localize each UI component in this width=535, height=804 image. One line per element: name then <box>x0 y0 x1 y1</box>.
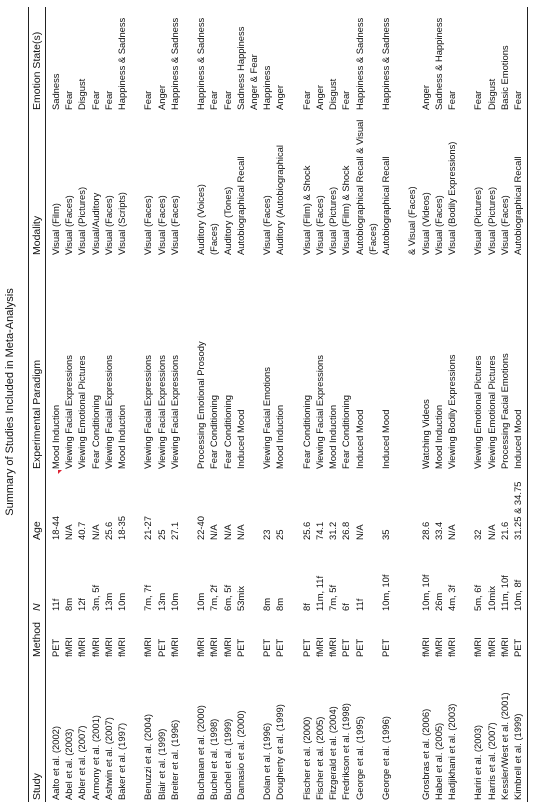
table-row <box>433 0 445 804</box>
table-cell: 8m <box>261 597 273 611</box>
table-row <box>195 0 207 804</box>
table-cell: 12f <box>76 597 88 611</box>
header-emotion: Emotion State(s) <box>31 31 43 110</box>
table-cell: Buchanan et al. (2000) <box>195 705 207 800</box>
table-cell: fMRI <box>446 637 457 657</box>
table-cell: N/A <box>208 524 220 540</box>
table-cell: Sadness & Happiness <box>432 17 444 110</box>
table-cell: Kessler/West et al. (2001) <box>498 692 510 800</box>
bottom-rule <box>527 7 528 802</box>
table-row <box>327 0 339 804</box>
table-cell: Ashwin et al. (2007) <box>102 717 114 800</box>
table-cell: Buchel et al. (1999) <box>221 718 233 800</box>
table-cell: PET <box>512 638 523 657</box>
table-cell: fMRI <box>76 637 88 657</box>
table-cell: Autobiographical Recall <box>234 156 246 255</box>
table-cell: Fear <box>300 90 312 110</box>
table-cell: Fear <box>102 90 114 110</box>
table-cell: Processing Facial Emotions <box>498 353 510 469</box>
table-cell: 21.6 <box>498 521 510 540</box>
table-row <box>248 0 260 804</box>
table-cell: PET <box>353 638 365 657</box>
table-cell: Fear <box>142 90 154 110</box>
table-row <box>314 0 326 804</box>
table-cell: Happiness & Sadness <box>195 17 207 110</box>
table-cell: Fear <box>512 90 523 110</box>
table-cell: Mood Induction <box>274 404 286 469</box>
header-paradigm: Experimental Paradigm <box>31 359 43 469</box>
table-row <box>512 0 524 804</box>
table-cell: Visual (Pictures) <box>327 186 339 255</box>
table-cell: fMRI <box>327 637 339 657</box>
table-cell: George et al. (1996) <box>380 716 391 800</box>
table-cell: Induced Mood <box>380 409 391 469</box>
table-row <box>367 0 379 804</box>
table-cell: 25.6 <box>102 521 114 540</box>
table-row <box>406 0 418 804</box>
table-cell: 7m, 2f <box>208 584 220 611</box>
header-n: N <box>31 603 43 611</box>
table-cell: 22-40 <box>195 516 207 540</box>
table-cell: Autobiographical Recall & Visual <box>353 119 365 255</box>
table-cell: Induced Mood <box>512 409 523 469</box>
table-cell: N/A <box>353 524 365 540</box>
table-row <box>288 0 300 804</box>
table-cell: Induced Mood <box>353 409 365 469</box>
table-cell: Viewing Facial Expressions <box>314 355 325 469</box>
table-row <box>235 0 247 804</box>
table-row <box>446 0 458 804</box>
table-cell: fMRI <box>314 637 325 657</box>
table-cell: Visual (Faces) <box>168 195 180 255</box>
table-cell: Visual (Film) <box>50 203 61 255</box>
table-row <box>486 0 498 804</box>
table-cell: Mood Induction <box>50 404 61 469</box>
table-row <box>156 0 168 804</box>
table-cell: PET <box>155 638 167 657</box>
table-cell: 25 <box>274 529 286 540</box>
table-cell: 10m <box>168 592 180 611</box>
table-cell: Visual (Pictures) <box>472 186 484 255</box>
table-cell: Fredrikson et al. (1998) <box>340 703 352 800</box>
table-cell: Blair et al. (1999) <box>155 728 167 800</box>
table-cell: Fischer et al. (2005) <box>314 716 325 800</box>
table-cell: Visual (Bodily Expressions) <box>446 141 457 255</box>
table-cell: Auditory (Tones) <box>221 186 233 255</box>
table-cell: 10mix <box>485 585 497 611</box>
table-cell: 7m, 7f <box>142 584 154 611</box>
header-modality: Modality <box>31 215 43 255</box>
table-cell: 5m, 6f <box>472 584 484 611</box>
table-cell: 11m, 10f <box>498 575 510 611</box>
table-cell: Visual (Faces) <box>63 195 75 255</box>
table-cell: N/A <box>485 524 497 540</box>
table-cell: Breiter et al. (1996) <box>168 719 180 800</box>
table-cell: 6f <box>340 603 352 611</box>
table-cell: Mood Induction <box>116 404 127 469</box>
table-cell: 7m, 5f <box>327 584 339 611</box>
table-cell: 28.6 <box>419 521 431 540</box>
table-row <box>169 0 181 804</box>
table-cell: Anger <box>274 84 286 110</box>
table-row <box>63 0 75 804</box>
table-cell: 26m <box>432 592 444 611</box>
header-age: Age <box>31 521 43 540</box>
table-cell: Fear Conditioning <box>300 394 312 469</box>
table-cell: 25 <box>155 529 167 540</box>
table-row <box>103 0 115 804</box>
table-cell: 4m, 3f <box>446 584 457 611</box>
table-cell: Dougherty et al. (1999) <box>274 704 286 800</box>
table-cell: N/A <box>234 524 246 540</box>
table-cell: 11f <box>353 598 365 611</box>
table-row <box>76 0 88 804</box>
table-cell: 31.25 & 34.75 <box>512 481 523 540</box>
table-row <box>354 0 366 804</box>
table-cell: 31.2 <box>327 521 339 540</box>
table-cell: Kimbrell et al. (1999) <box>512 713 523 800</box>
table-cell: PET <box>300 638 312 657</box>
table-cell: 10m, 8f <box>512 579 523 611</box>
table-cell: Visual (Faces) <box>155 195 167 255</box>
table-row <box>472 0 484 804</box>
table-cell: Visual (Scripts) <box>116 192 127 255</box>
table-cell: Benuzzi et al. (2004) <box>142 714 154 800</box>
top-rule <box>28 7 29 802</box>
table-row <box>116 0 128 804</box>
table-cell: Fear <box>89 90 101 110</box>
table-cell: Hadjikhani et al. (2003) <box>446 703 457 800</box>
table-cell: fMRI <box>63 637 75 657</box>
table-cell: Visual (Faces) <box>314 195 325 255</box>
table-row <box>182 0 194 804</box>
table-cell: Hariri et al. (2003) <box>472 724 484 800</box>
table-cell: Viewing Facial Expressions <box>155 355 167 469</box>
table-cell: Disgust <box>76 78 88 110</box>
table-cell: PET <box>380 638 391 657</box>
table-cell: 13m <box>155 592 167 611</box>
table-title: Summary of Studies Included in Meta-Analysis <box>4 288 16 516</box>
table-cell: 8f <box>300 603 312 611</box>
table-cell: Anger & Fear <box>248 54 259 110</box>
table-cell: Happiness & Sadness <box>116 17 127 110</box>
table-cell: Anger <box>419 84 431 110</box>
table-cell: fMRI <box>142 637 154 657</box>
table-cell: Viewing Facial Expressions <box>63 355 75 469</box>
table-cell: Happiness & Sadness <box>353 17 365 110</box>
table-cell: fMRI <box>116 637 127 657</box>
table-cell: George et al. (1995) <box>353 716 365 800</box>
table-cell: fMRI <box>472 637 484 657</box>
table-cell: Viewing Emotional Pictures <box>485 355 497 469</box>
table-cell: 21-27 <box>142 516 154 540</box>
table-row <box>274 0 286 804</box>
table-cell: Fear <box>340 90 352 110</box>
table-row <box>208 0 220 804</box>
table-cell: Aalto et al. (2002) <box>50 725 61 800</box>
table-cell: Visual (Pictures) <box>76 186 88 255</box>
table-cell: Viewing Emotional Pictures <box>76 355 88 469</box>
table-cell: 18-44 <box>50 516 61 540</box>
table-cell: fMRI <box>195 637 207 657</box>
table-cell: 53mix <box>234 585 246 611</box>
table-cell: Watching Videos <box>419 399 431 469</box>
table-cell: Autobiographical Recall <box>380 156 391 255</box>
table-cell: (Faces) <box>366 223 378 255</box>
table-cell: Fear Conditioning <box>89 394 101 469</box>
table-cell: Mood Induction <box>327 404 339 469</box>
table-cell: Viewing Emotional Pictures <box>472 355 484 469</box>
table-cell: 3m, 5f <box>89 584 101 611</box>
table-cell: Visual (Pictures) <box>485 186 497 255</box>
header-study: Study <box>31 773 43 800</box>
table-cell: fMRI <box>485 637 497 657</box>
table-cell: Visual (Faces) <box>498 195 510 255</box>
table-cell: Visual (Videos) <box>419 192 431 255</box>
table-cell: Mood Induction <box>432 404 444 469</box>
table-cell: 8m <box>274 597 286 611</box>
table-row <box>393 0 405 804</box>
table-row <box>301 0 313 804</box>
table-cell: PET <box>274 638 286 657</box>
table-cell: fMRI <box>208 637 220 657</box>
table-cell: Visual (Faces) <box>102 195 114 255</box>
table-row <box>340 0 352 804</box>
table-cell: N/A <box>446 524 457 540</box>
table-cell: 11f <box>50 598 61 611</box>
table-cell: fMRI <box>89 637 101 657</box>
table-cell: Fischer et al. (2000) <box>300 716 312 800</box>
table-cell: 26.8 <box>340 521 352 540</box>
table-cell: 11m, 11f <box>314 575 325 611</box>
table-cell: 10m <box>195 592 207 611</box>
table-cell: Fear Conditioning <box>221 394 233 469</box>
table-cell: N/A <box>89 524 101 540</box>
table-cell: 27.1 <box>168 521 180 540</box>
table-row <box>142 0 154 804</box>
table-cell: 10m, 10f <box>419 574 431 611</box>
table-cell: Viewing Bodily Expressions <box>446 354 457 469</box>
table-cell: Visual (Film) & Shock <box>340 165 352 255</box>
table-cell: Viewing Facial Emotions <box>261 367 273 469</box>
table-cell: Buchel et al. (1998) <box>208 718 220 800</box>
table-cell: 23 <box>261 529 273 540</box>
table-cell: 40.7 <box>76 521 88 540</box>
table-cell: fMRI <box>102 637 114 657</box>
table-cell: 32 <box>472 529 484 540</box>
table-cell: PET <box>50 638 61 657</box>
table-cell: Visual/Auditory <box>89 192 101 255</box>
table-cell: Armony et al. (2001) <box>89 715 101 800</box>
header-method: Method <box>31 621 43 657</box>
table-cell: Harris et al. (2007) <box>485 722 497 800</box>
table-cell: N/A <box>221 524 233 540</box>
table-cell: Dolan et al. (1996) <box>261 722 273 800</box>
table-row <box>459 0 471 804</box>
table-row <box>261 0 273 804</box>
table-cell: Happiness <box>261 65 273 110</box>
table-cell: Auditory (Voices) <box>195 184 207 255</box>
table-row <box>222 0 234 804</box>
table-cell: Fear <box>208 90 220 110</box>
table-cell: fMRI <box>419 637 431 657</box>
table-cell: Damasio et al. (2000) <box>234 710 246 800</box>
table-cell: Autobiographical Recall <box>512 156 523 255</box>
table-cell: Fitzgerald et al. (2004) <box>327 706 339 800</box>
table-cell: Happiness & Sadness <box>380 17 391 110</box>
table-cell: 35 <box>380 529 391 540</box>
table-row <box>90 0 102 804</box>
table-cell: Induced Mood <box>234 409 246 469</box>
table-cell: Sadness <box>50 73 61 110</box>
table-cell: 13m <box>102 592 114 611</box>
table-cell: Fear <box>63 90 75 110</box>
table-cell: Fear <box>221 90 233 110</box>
table-cell: Fear <box>472 90 484 110</box>
table-row <box>129 0 141 804</box>
table-cell: Sadness Happiness <box>234 26 246 110</box>
table-cell: 74.1 <box>314 521 325 540</box>
table-row <box>50 0 62 804</box>
table-cell: Visual (Faces) <box>261 195 273 255</box>
table-cell: 25.6 <box>300 521 312 540</box>
table-cell: Disgust <box>327 78 339 110</box>
table-cell: 33.4 <box>432 521 444 540</box>
table-cell: Viewing Facial Expressions <box>102 355 114 469</box>
table-cell: Abler et al. (2007) <box>76 725 88 800</box>
header-rule <box>45 7 46 802</box>
table-cell: Visual (Faces) <box>142 195 154 255</box>
table-cell: (Faces) <box>208 223 220 255</box>
table-cell: PET <box>234 638 246 657</box>
table-cell: PET <box>261 638 273 657</box>
table-cell: 10m, 10f <box>380 574 391 611</box>
table-cell: fMRI <box>498 637 510 657</box>
table-cell: 8m <box>63 597 75 611</box>
table-cell: Processing Emotional Prosody <box>195 341 207 469</box>
table-cell: PET <box>340 638 352 657</box>
table-row <box>499 0 511 804</box>
table-cell: Grosbras et al. (2006) <box>419 708 431 800</box>
table-cell: 6m, 5f <box>221 584 233 611</box>
table-row <box>380 0 392 804</box>
table-cell: fMRI <box>221 637 233 657</box>
table-cell: Anger <box>155 84 167 110</box>
table-cell: Visual (Faces) <box>432 195 444 255</box>
table-cell: fMRI <box>168 637 180 657</box>
table-cell: Happiness & Sadness <box>168 17 180 110</box>
table-cell: Auditory (Autobiographical <box>274 145 286 255</box>
table-row <box>420 0 432 804</box>
table-cell: & Visual (Faces) <box>406 186 418 255</box>
table-cell: Viewing Facial Expressions <box>142 355 154 469</box>
table-cell: Fear Conditioning <box>208 394 220 469</box>
table-cell: Disgust <box>485 78 497 110</box>
table-cell: 18-35 <box>116 516 127 540</box>
table-cell: Fear Conditioning <box>340 394 352 469</box>
table-cell: Abel et al. (2003) <box>63 728 75 800</box>
table-cell: Basic Emotions <box>498 45 510 110</box>
table-cell: Habel et al. (2005) <box>432 722 444 800</box>
table-cell: Anger <box>314 84 325 110</box>
table-cell: 10m <box>116 592 127 611</box>
table-cell: Visual (Film) & Shock <box>300 165 312 255</box>
table-cell: Baker et al. (1997) <box>116 722 127 800</box>
table-cell: Fear <box>446 90 457 110</box>
table-cell: Viewing Facial Expressions <box>168 355 180 469</box>
table-cell: N/A <box>63 524 75 540</box>
table-cell: fMRI <box>432 637 444 657</box>
